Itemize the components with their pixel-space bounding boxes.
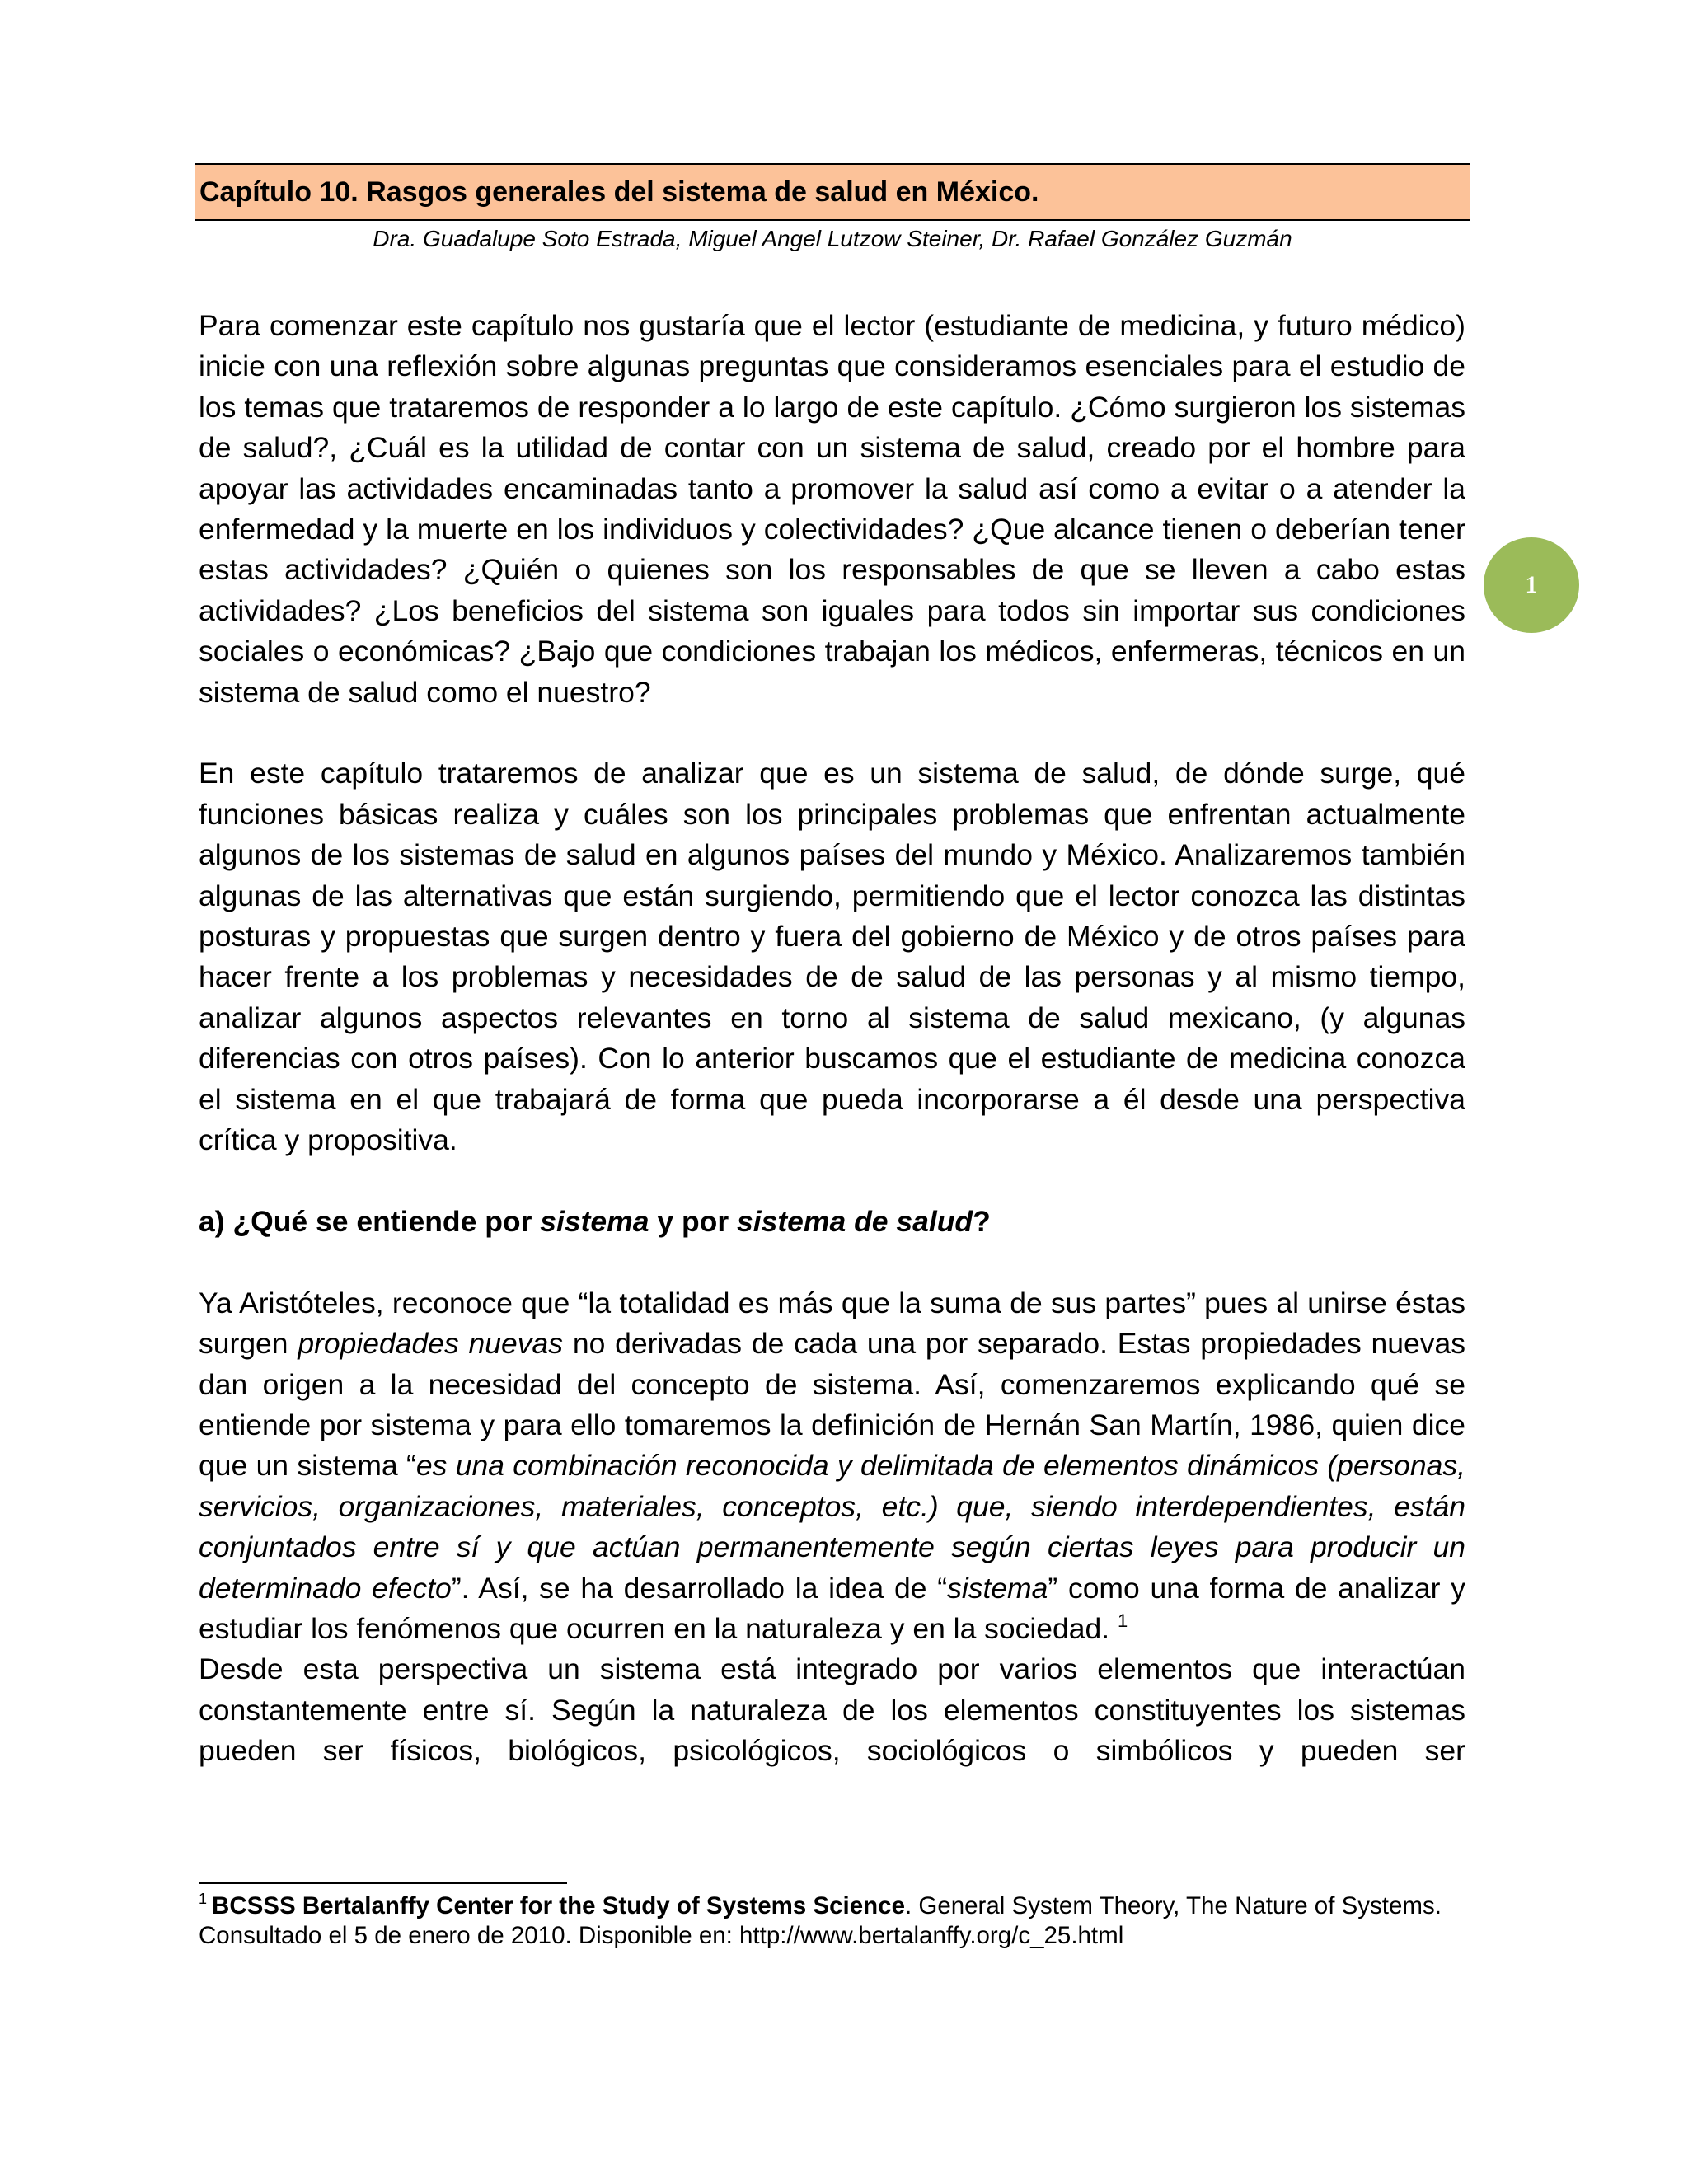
italic-run: propiedades nuevas xyxy=(298,1327,564,1361)
page-number-badge: 1 xyxy=(1484,537,1579,633)
paragraph-spacer xyxy=(199,1242,1465,1282)
chapter-title-band xyxy=(195,163,1470,221)
footnote-reference[interactable]: 1 xyxy=(1118,1610,1128,1631)
italic-run: sistema xyxy=(947,1571,1048,1605)
footnote-number: 1 xyxy=(199,1891,208,1907)
text-run: ”. Así, se ha desarrollado la idea de “ xyxy=(451,1571,948,1605)
quoted-definition: es una combinación reconocida y delimitada de elementos dinámicos (personas, servicios, organizaciones, materiales, conceptos, etc.) que, siendo interdependientes, están conjuntados entre sí y que actúan permanentemente según ciertas leyes para producir un determinado efecto xyxy=(199,1449,1465,1605)
paragraph-spacer xyxy=(199,1161,1465,1202)
paragraph-chapter-scope: En este capítulo trataremos de analizar que es un sistema de salud, de dónde surge, qué funciones básicas realiza y cuáles son los principales problemas que enfrentan actualmente algunos de los sistemas de salud en algunos países del mundo y México. Analizaremos también algunas de las alternativas que están surgiendo, permitiendo que el lector conozca las distintas posturas y propuestas que surgen dentro y fuera del gobierno de México y de otros países para hacer frente a los problemas y necesidades de de salud de las personas y al mismo tiempo, analizar algunos aspectos relevantes en torno al sistema de salud mexicano, (y algunas diferencias con otros países). Con lo anterior buscamos que el estudiante de medicina conozca el sistema en el que trabajará de forma que pueda incorporarse a él desde una perspectiva crítica y propositiva. xyxy=(199,757,1465,1157)
paragraph-system-definition xyxy=(199,1283,1465,1650)
text-run: ” como una forma de analizar y estudiar los fenómenos que ocurren en la naturaleza y en la sociedad. xyxy=(199,1571,1466,1645)
footnote xyxy=(199,1891,1465,1951)
section-heading-term-sistema: sistema xyxy=(540,1204,649,1238)
section-heading-prefix: a) ¿Qué se entiende por xyxy=(199,1204,541,1238)
section-heading-a xyxy=(199,1202,1465,1242)
section-heading-middle: y por xyxy=(649,1204,738,1238)
text-run: no derivadas de cada una por separado. Estas propiedades nuevas dan origen a la necesidad del concepto de sistema. Así, comenzaremos explicando qué se entiende por sistema y para ello tomaremos la definición de Hernán San Martín, 1986, quien dice que un sistema “ xyxy=(199,1327,1465,1483)
body-text xyxy=(199,306,1465,1772)
chapter-title: Capítulo 10. Rasgos generales del sistema de salud en México. xyxy=(199,176,1039,208)
section-heading-term-sistema-de-salud: sistema de salud xyxy=(737,1204,973,1238)
footnote-separator xyxy=(199,1882,567,1884)
footnote-text: . General System Theory, The Nature of Systems. Consultado el 5 de enero de 2010. Disponible en: http://www.bertalanffy.org/c_25.html xyxy=(199,1892,1442,1949)
text-run: Ya Aristóteles, reconoce que “la totalidad es más que la suma de sus partes” pues al unirse éstas surgen xyxy=(199,1286,1465,1361)
chapter-authors: Dra. Guadalupe Soto Estrada, Miguel Angel Lutzow Steiner, Dr. Rafael González Guzmán xyxy=(373,226,1292,251)
paragraph-intro: Para comenzar este capítulo nos gustaría que el lector (estudiante de medicina, y futuro médico) inicie con una reflexión sobre algunas preguntas que consideramos esenciales para el estudio de los temas que trataremos de responder a lo largo de este capítulo. ¿Cómo surgieron los sistemas de salud?, ¿Cuál es la utilidad de contar con un sistema de salud, creado por el hombre para apoyar las actividades encaminadas tanto a promover la salud así como a evitar o a atender la enfermedad y la muerte en los individuos y colectividades? ¿Que alcance tienen o deberían tener estas actividades? ¿Quién o quienes son los responsables de que se lleven a cabo estas actividades? ¿Los beneficios del sistema son iguales para todos sin importar sus condiciones sociales o económicas? ¿Bajo que condiciones trabajan los médicos, enfermeras, técnicos en un sistema de salud como el nuestro? xyxy=(199,309,1465,709)
footnote-source: BCSSS Bertalanffy Center for the Study of Systems Science xyxy=(212,1892,905,1919)
paragraph-spacer xyxy=(199,713,1465,753)
paragraph-system-elements: Desde esta perspectiva un sistema está integrado por varios elementos que interactúan constantemente entre sí. Según la naturaleza de los elementos constituyentes los sistemas pueden ser físicos, biológicos, psicológicos, sociológicos o simbólicos y pueden ser xyxy=(199,1652,1465,1768)
section-heading-suffix: ? xyxy=(973,1204,991,1238)
